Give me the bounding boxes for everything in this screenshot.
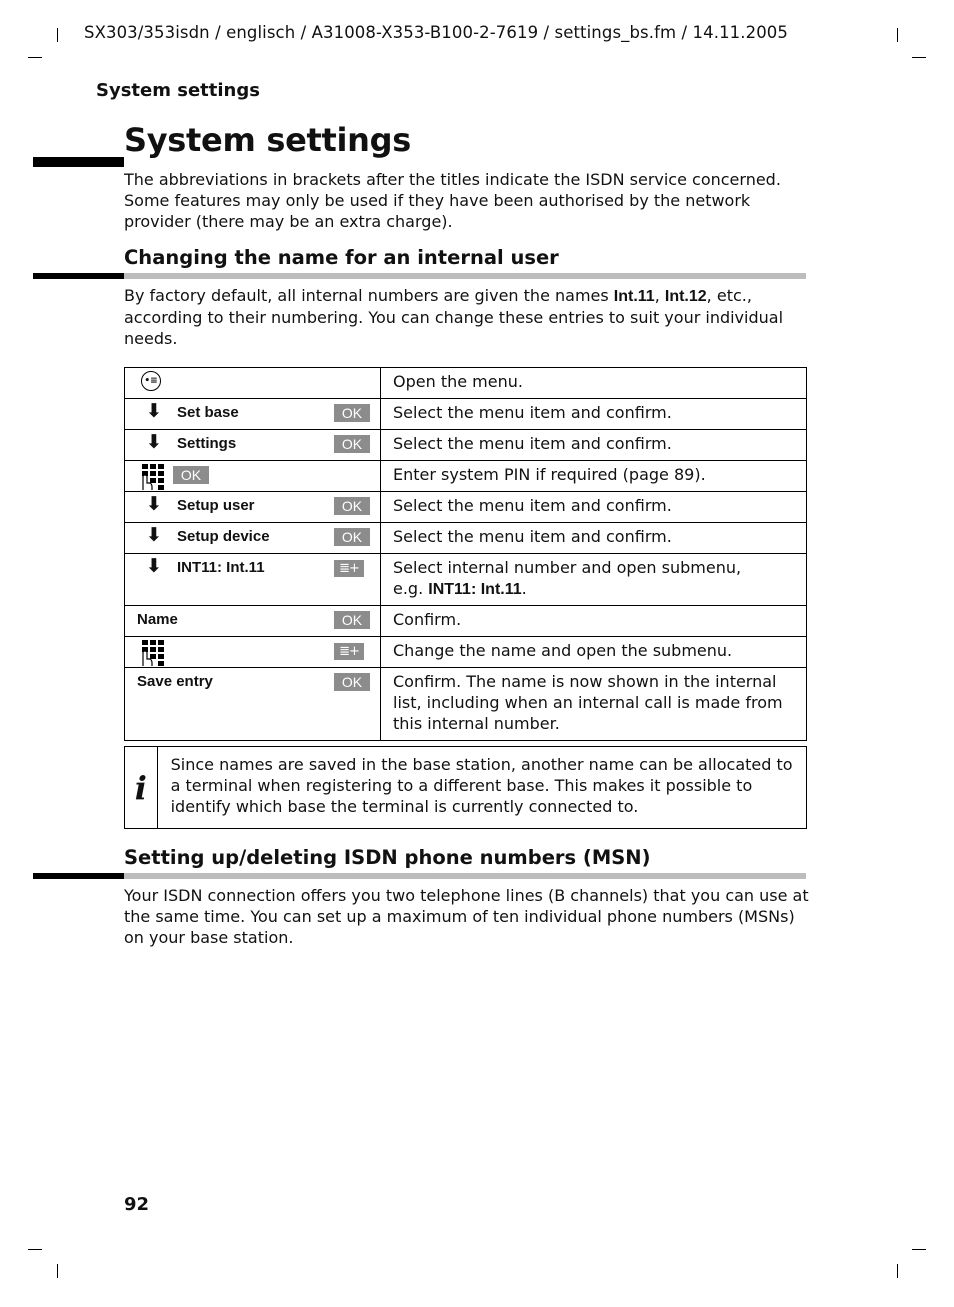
step-description: Change the name and open the submenu. <box>381 637 807 668</box>
down-arrow-icon: ⬇ <box>146 524 162 546</box>
step-description: Confirm. The name is now shown in the internal list, including when an internal call is made from this internal number. <box>381 668 807 741</box>
crop-mark <box>28 57 42 58</box>
down-arrow-icon: ⬇ <box>146 431 162 453</box>
ok-key: OK <box>334 497 370 515</box>
info-icon: i <box>125 747 158 828</box>
menu-item-label: Setup user <box>177 497 255 514</box>
title-bar <box>33 157 124 167</box>
section2-paragraph: Your ISDN connection offers you two telephone lines (B channels) that you can use at the same time. You can set up a maximum of ten individual phone numbers (MSNs) on your base station. <box>124 886 809 947</box>
section-heading-msn: Setting up/deleting ISDN phone numbers (MSN) <box>124 846 651 869</box>
menu-item-label: Settings <box>177 435 237 452</box>
table-row <box>125 430 807 461</box>
menu-item-label: Setup device <box>177 528 270 545</box>
crop-mark <box>28 1249 42 1250</box>
crop-mark <box>897 1264 898 1278</box>
step-description: Select the menu item and confirm. <box>381 399 807 430</box>
table-row <box>125 368 807 399</box>
crop-mark <box>897 28 898 42</box>
down-arrow-icon: ⬇ <box>146 555 162 577</box>
table-row <box>125 668 807 741</box>
info-text: Since names are saved in the base station, another name can be allocated to a terminal when registering to a different base. This makes it possible to identify which base the terminal is currently connected to. <box>170 755 793 816</box>
section-bar-black <box>33 873 124 879</box>
ok-key: OK <box>334 673 370 691</box>
submenu-key-icon: ≣+ <box>334 643 364 660</box>
crop-mark <box>57 28 58 42</box>
info-note <box>124 746 807 829</box>
running-title: System settings <box>96 80 260 101</box>
page-title: System settings <box>124 121 411 159</box>
section-heading-internal-user: Changing the name for an internal user <box>124 246 559 269</box>
down-arrow-icon: ⬇ <box>146 493 162 515</box>
crop-mark <box>912 57 926 58</box>
page-number: 92 <box>124 1194 150 1215</box>
section-bar-grey <box>124 873 806 879</box>
menu-item-label: INT11: Int.11 <box>177 559 265 576</box>
menu-item-label: Save entry <box>137 673 213 690</box>
step-description: Select internal number and open submenu, e.g. INT11: Int.11. <box>381 554 807 606</box>
menu-item-label: Set base <box>177 404 239 421</box>
section-bar-grey <box>124 273 806 279</box>
step-description: Select the menu item and confirm. <box>381 430 807 461</box>
crop-mark <box>57 1264 58 1278</box>
file-info-header: SX303/353isdn / englisch / A31008-X353-B100-2-7619 / settings_bs.fm / 14.11.2005 <box>84 23 789 42</box>
keypad-icon <box>140 463 168 491</box>
menu-item-label: Name <box>137 611 178 628</box>
step-description: Select the menu item and confirm. <box>381 492 807 523</box>
section-bar-black <box>33 273 124 279</box>
ok-key: OK <box>334 404 370 422</box>
submenu-key-icon: ≣+ <box>334 560 364 577</box>
ok-key: OK <box>334 528 370 546</box>
ok-key: OK <box>334 611 370 629</box>
keypad-icon <box>140 639 168 667</box>
step-description: Enter system PIN if required (page 89). <box>381 461 807 492</box>
name-int11: Int.11 <box>613 288 655 305</box>
step-description: Select the menu item and confirm. <box>381 523 807 554</box>
section1-paragraph: By factory default, all internal numbers are given the names Int.11, Int.12, etc., according to their numbering. You can change these entries to suit your individual needs. <box>124 286 784 348</box>
table-row <box>125 523 807 554</box>
table-row <box>125 492 807 523</box>
crop-mark <box>912 1249 926 1250</box>
ok-key: OK <box>173 466 209 484</box>
table-row <box>125 461 807 492</box>
table-row <box>125 399 807 430</box>
name-int12: Int.12 <box>664 288 707 305</box>
menu-icon: •≡ <box>141 371 161 391</box>
table-row <box>125 637 807 668</box>
intro-paragraph: The abbreviations in brackets after the titles indicate the ISDN service concerned. Some features may only be used if they have been authorised by the network provider (there may be an extra charge). <box>124 170 781 231</box>
step-description: Confirm. <box>381 606 807 637</box>
step-description: Open the menu. <box>381 368 807 399</box>
table-row <box>125 606 807 637</box>
steps-table <box>124 367 807 741</box>
ok-key: OK <box>334 435 370 453</box>
table-row <box>125 554 807 606</box>
down-arrow-icon: ⬇ <box>146 400 162 422</box>
